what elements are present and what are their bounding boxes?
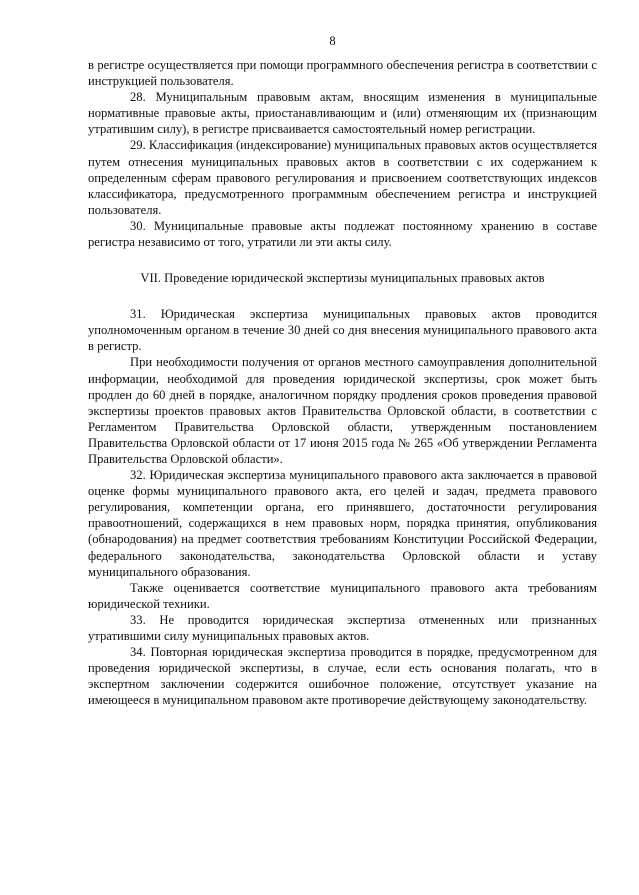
paragraph: 34. Повторная юридическая экспертиза проводится в порядке, предусмотренном для проведения юридической экспертизы, в случае, если есть основания полагать, что в экспертном заключении содержится ошибочное положение, отсутствует указание на имеющееся в муниципальном правовом акте противоречие действующему законодательству.: [88, 645, 597, 708]
page-number: 8: [329, 34, 336, 48]
paragraph: 29. Классификация (индексирование) муниципальных правовых актов осуществляется путем отнесения муниципальных правовых актов в соответствии с их содержанием к определенным сферам правового регулирования и присвоением соответствующих индексов классификатора, предусмотренного программным обеспечением регистра и инструкцией пользователя.: [88, 138, 597, 217]
paragraph: 31. Юридическая экспертиза муниципальных правовых актов проводится уполномоченным органом в течение 30 дней со дня внесения муниципального правового акта в регистр.: [88, 307, 597, 354]
paragraph: При необходимости получения от органов местного самоуправления дополнительной информации, необходимой для проведения юридической экспертизы, срок может быть продлен до 60 дней в порядке, аналогичном порядку продления сроков проведения правовой экспертизы проектов правовых актов Правительства Орловской области, в соответствии с Регламентом Правительства Орловской области, утвержденным постановлением Правительства Орловской области от 17 июня 2015 года № 265 «Об утверждении Регламента Правительства Орловской области».: [88, 355, 597, 466]
paragraphs-top: [88, 57, 597, 250]
paragraph: 28. Муниципальным правовым актам, вносящим изменения в муниципальные нормативные правовые акты, приостанавливающим и (или) отменяющим их (признающим утратившим силу), в регистре присваивается самостоятельный номер регистрации.: [88, 90, 597, 137]
paragraph: 32. Юридическая экспертиза муниципального правового акта заключается в правовой оценке формы муниципального правового акта, его целей и задач, предмета правового регулирования, компетенции органа, его принявшего, достаточности регулирования правоотношений, содержащихся в нем правовых норм, порядка принятия, опубликования (обнародования) на предмет соответствия требованиям Конституции Российской Федерации, федерального законодательства, законодательства Орловской области и уставу муниципального образования.: [88, 468, 597, 579]
paragraphs-bottom: [88, 306, 597, 708]
paragraph: 33. Не проводится юридическая экспертиза отмененных или признанных утратившими силу муниципальных правовых актов.: [88, 612, 597, 643]
paragraph: 30. Муниципальные правовые акты подлежат постоянному хранению в составе регистра независимо от того, утратили ли эти акты силу.: [88, 218, 597, 250]
section-heading: VII. Проведение юридической экспертизы муниципальных правовых актов: [140, 271, 545, 286]
paragraph: в регистре осуществляется при помощи программного обеспечения регистра в соответствии с инструкцией пользователя.: [88, 58, 597, 89]
paragraph: Также оценивается соответствие муниципального правового акта требованиям юридической техники.: [88, 580, 597, 611]
